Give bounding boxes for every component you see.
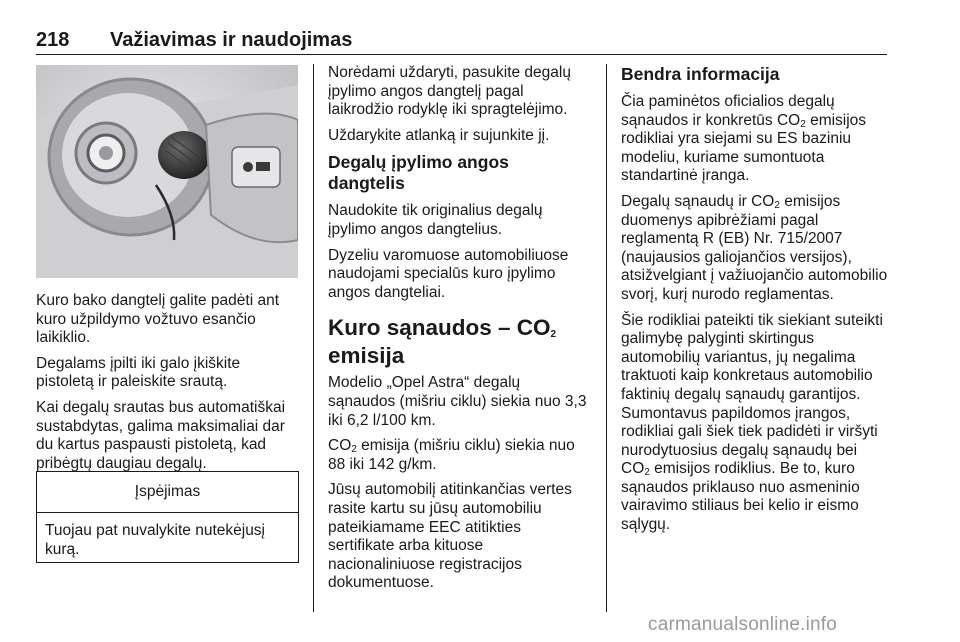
middle-column bbox=[328, 64, 590, 600]
paragraph: Kuro bako dangtelį galite padėti ant kuro užpildymo vožtuvo esančio laikiklio. bbox=[36, 292, 280, 347]
warning-box bbox=[36, 471, 299, 563]
watermark: carmanualsonline.info bbox=[648, 614, 838, 635]
left-column bbox=[36, 292, 298, 480]
page-title: Važiavimas ir naudojimas bbox=[110, 29, 353, 51]
page-header bbox=[36, 28, 886, 52]
paragraph: Modelio „Opel Astra“ degalų sąnaudos (mišriu ciklu) siekia nuo 3,3 iki 6,2 l/100 km. bbox=[328, 374, 587, 429]
paragraph: Šie rodikliai pateikti tik siekiant suteikti galimybę palyginti skirtingus automobilių variantus, jų negalima traktuoti kaip konkretaus automobilio faktinių degalų sąnaudų garantijos. Sumontavus papildomos įrangos, rodikliai gali šiek tiek padidėti ir viršyti nurodytuosius degalų sąnaudų bei $CO_2$ emisijos rodiklius. Be to, kuro sąnaudos priklauso nuo asmeninio vairavimo stiliaus bei kelio ir eismo sąlygų. bbox=[621, 311, 883, 534]
warning-text: Tuojau pat nuvalykite nutekėjusį kurą. bbox=[45, 522, 266, 558]
section-heading: Bendra informacija bbox=[621, 64, 780, 84]
chapter-heading: Kuro sąnaudos – $CO_2$ emisija bbox=[328, 315, 557, 369]
section-heading: Degalų įpylimo angos dangtelis bbox=[328, 152, 509, 194]
paragraph: Degalams įpilti iki galo įkiškite pistoletą ir paleiskite srautą. bbox=[36, 354, 241, 391]
fuel-filler-illustration bbox=[36, 65, 298, 278]
page-number: 218 bbox=[36, 29, 70, 51]
column-divider-left bbox=[313, 64, 314, 612]
paragraph: Jūsų automobilį atitinkančias vertes rasite kartu su jūsų automobiliu pateikiamame EEC atitikties sertifikate arba kituose nacionaliniuose registracijos dokumentuose. bbox=[328, 481, 572, 592]
right-column bbox=[621, 64, 889, 542]
paragraph: Naudokite tik originalius degalų įpylimo angos dangtelius. bbox=[328, 202, 543, 238]
header-divider bbox=[36, 54, 887, 55]
column-divider-right bbox=[606, 64, 607, 612]
fuel-cap-photo bbox=[36, 65, 298, 278]
paragraph: Dyzeliu varomuose automobiliuose naudojami specialūs kuro įpylimo angos dangteliai. bbox=[328, 246, 569, 301]
paragraph: Norėdami uždaryti, pasukite degalų įpylimo angos dangtelį pagal laikrodžio rodyklę iki spragtelėjimo. bbox=[328, 64, 571, 119]
paragraph: Čia paminėtos oficialios degalų sąnaudos ir konkretūs $CO_2$ emisijos rodikliai yra siejami su ES baziniu modeliu, kuriame sumontuota standartinė įranga. bbox=[621, 93, 867, 185]
paragraph: $CO_2$ emisija (mišriu ciklu) siekia nuo 88 iki 142 g/km. bbox=[328, 437, 575, 473]
paragraph: Uždarykite atlanką ir sujunkite jį. bbox=[328, 126, 550, 144]
warning-title: Įspėjimas bbox=[37, 472, 298, 513]
paragraph: Degalų sąnaudų ir $CO_2$ emisijos duomenys apibrėžiami pagal reglamentą R (EB) Nr. 715/2007 (naujausios galiojančios versijos), atsižvelgiant į važiuojančio automobilio svorį, kurį nurodo reglamentas. bbox=[621, 192, 888, 303]
paragraph: Kai degalų srautas bus automatiškai sustabdytas, galima maksimaliai dar du kartus paspausti pistoletą, kad pribėgtų daugiau degalų. bbox=[36, 398, 286, 472]
